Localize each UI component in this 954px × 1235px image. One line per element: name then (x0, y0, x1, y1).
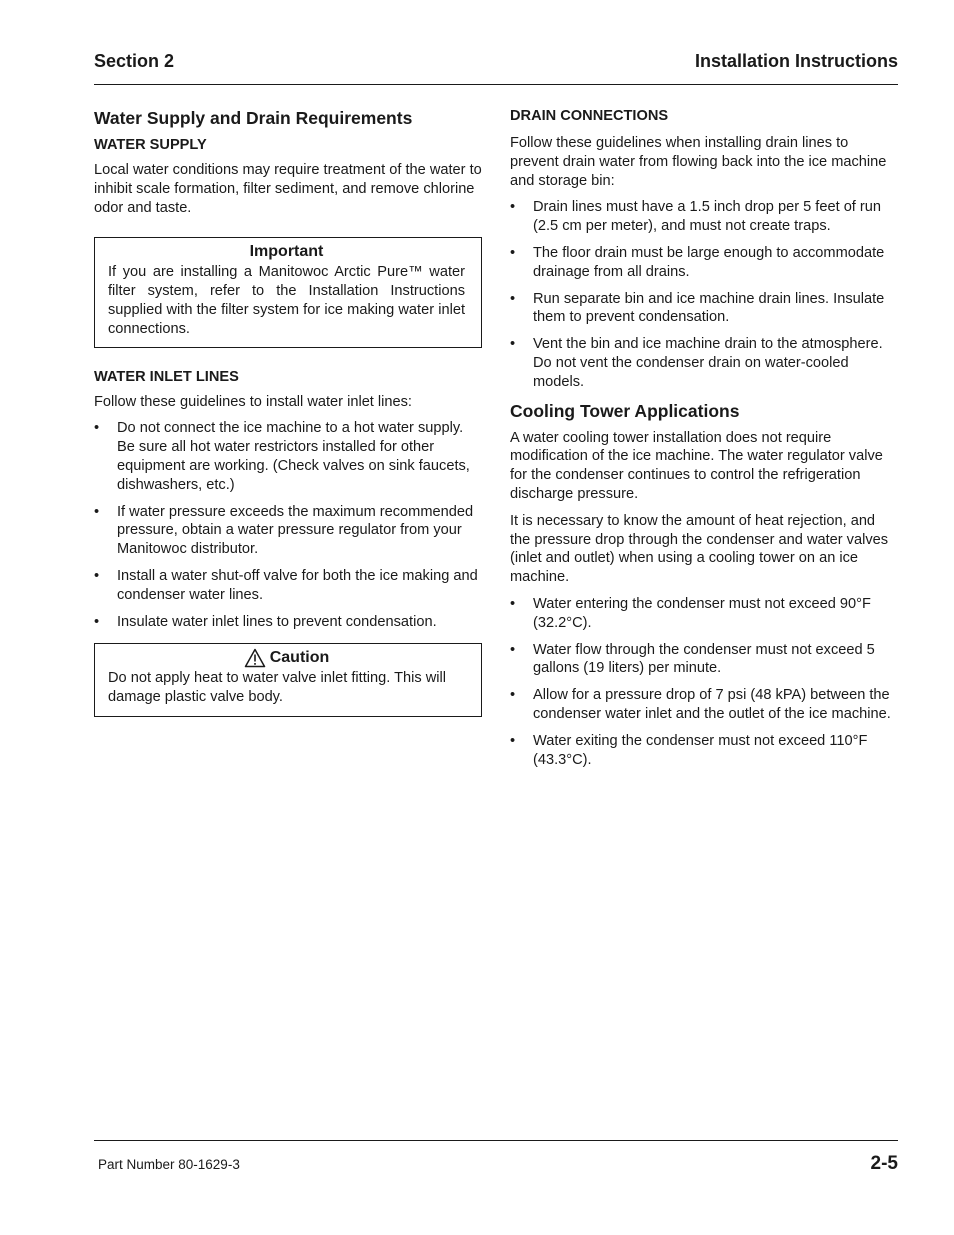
water-supply-text: Local water conditions may require treatment of the water to inhibit scale formation, filter sediment, and remove chlorine odor and taste. (94, 162, 482, 216)
caution-title: Caution (269, 649, 330, 667)
bullet-marker: • (94, 503, 100, 520)
left-column (94, 107, 482, 737)
list-item (94, 567, 482, 605)
water-supply-drain-heading: Water Supply and Drain Requirements (94, 108, 413, 128)
water-inlet-intro: Follow these guidelines to install water inlet lines: (94, 393, 412, 410)
page-number: 2-5 (870, 1153, 898, 1174)
list-item-text: Water entering the condenser must not exceed 90°F (32.2°C). (533, 595, 871, 631)
list-item-text: Do not connect the ice machine to a hot water supply. Be sure all hot water restrictors installed for other equipment are working. (Check valves on sink faucets, dishwashers, etc.) (117, 420, 470, 493)
list-item-text: If water pressure exceeds the maximum recommended pressure, obtain a water pressure regulator from your Manitowoc distributor. (117, 503, 474, 558)
list-item-text: Allow for a pressure drop of 7 psi (48 kPA) between the condenser water inlet and the outlet of the ice machine. (533, 687, 891, 722)
list-item-text: Run separate bin and ice machine drain lines. Insulate them to prevent condensation. (533, 290, 885, 326)
bullet-marker: • (94, 613, 100, 630)
caution-title-row (108, 647, 465, 669)
drain-connections-heading: DRAIN CONNECTIONS (510, 108, 669, 124)
section-label: Section 2 (94, 51, 175, 71)
warning-triangle-icon (244, 648, 266, 668)
bullet-marker: • (510, 290, 516, 307)
list-item-text: Install a water shut-off valve for both the ice making and condenser water lines. (117, 567, 478, 603)
list-item-text: The floor drain must be large enough to accommodate drainage from all drains. (533, 244, 885, 280)
bullet-marker: • (510, 732, 516, 749)
list-item-text: Water exiting the condenser must not exceed 110°F (43.3°C). (533, 732, 868, 768)
list-item (510, 686, 898, 724)
bullet-marker: • (510, 336, 516, 353)
bullet-marker: • (510, 641, 516, 658)
cooling-list (510, 595, 898, 769)
water-inlet-heading: WATER INLET LINES (94, 368, 239, 385)
list-item (510, 198, 898, 236)
list-item (510, 732, 898, 770)
bullet-marker: • (510, 244, 516, 261)
cooling-paragraph-2: It is necessary to know the amount of heat rejection, and the pressure drop through the condenser and water valves (inlet and outlet) when using a cooling tower on an ice machine. (510, 512, 889, 586)
list-item (510, 641, 898, 679)
important-title: Important (249, 243, 324, 261)
bullet-marker: • (510, 199, 516, 216)
caution-box (94, 643, 482, 717)
right-column (510, 107, 898, 777)
list-item (510, 335, 898, 391)
caution-text: Do not apply heat to water valve inlet fitting. This will damage plastic valve body. (108, 670, 446, 706)
water-supply-heading: WATER SUPPLY (94, 137, 207, 153)
list-item (94, 613, 482, 632)
list-item (510, 595, 898, 633)
cooling-paragraph-1: A water cooling tower installation does not require modification of the ice machine. The water regulator valve for the condenser continues to control the refrigeration discharge pressure. (510, 429, 883, 502)
list-item (510, 290, 898, 328)
part-number: Part Number 80-1629-3 (98, 1157, 240, 1172)
list-item-text: Insulate water inlet lines to prevent condensation. (117, 613, 437, 630)
page-header (94, 50, 898, 85)
list-item-text: Drain lines must have a 1.5 inch drop per 5 feet of run (2.5 cm per meter), and must not create traps. (533, 199, 882, 235)
drain-list (510, 198, 898, 391)
bullet-marker: • (94, 420, 100, 437)
list-item-text: Vent the bin and ice machine drain to the atmosphere. Do not vent the condenser drain on water-cooled models. (533, 336, 883, 390)
important-text: If you are installing a Manitowoc Arctic Pure™ water filter system, refer to the Installation Instructions supplied with the filter system for ice making water inlet connections. (108, 264, 465, 337)
important-box (94, 237, 482, 347)
list-item (510, 244, 898, 282)
section-title: Installation Instructions (694, 51, 898, 71)
water-inlet-list (94, 419, 482, 631)
list-item-text: Water flow through the condenser must not exceed 5 gallons (19 liters) per minute. (533, 641, 875, 677)
drain-intro: Follow these guidelines when installing drain lines to prevent drain water from flowing back into the ice machine and storage bin: (510, 135, 887, 189)
list-item (94, 503, 482, 559)
bullet-marker: • (510, 595, 516, 612)
page-footer (94, 1140, 898, 1174)
bullet-marker: • (94, 567, 100, 584)
cooling-tower-heading: Cooling Tower Applications (510, 400, 740, 421)
bullet-marker: • (510, 687, 516, 704)
list-item (94, 419, 482, 494)
